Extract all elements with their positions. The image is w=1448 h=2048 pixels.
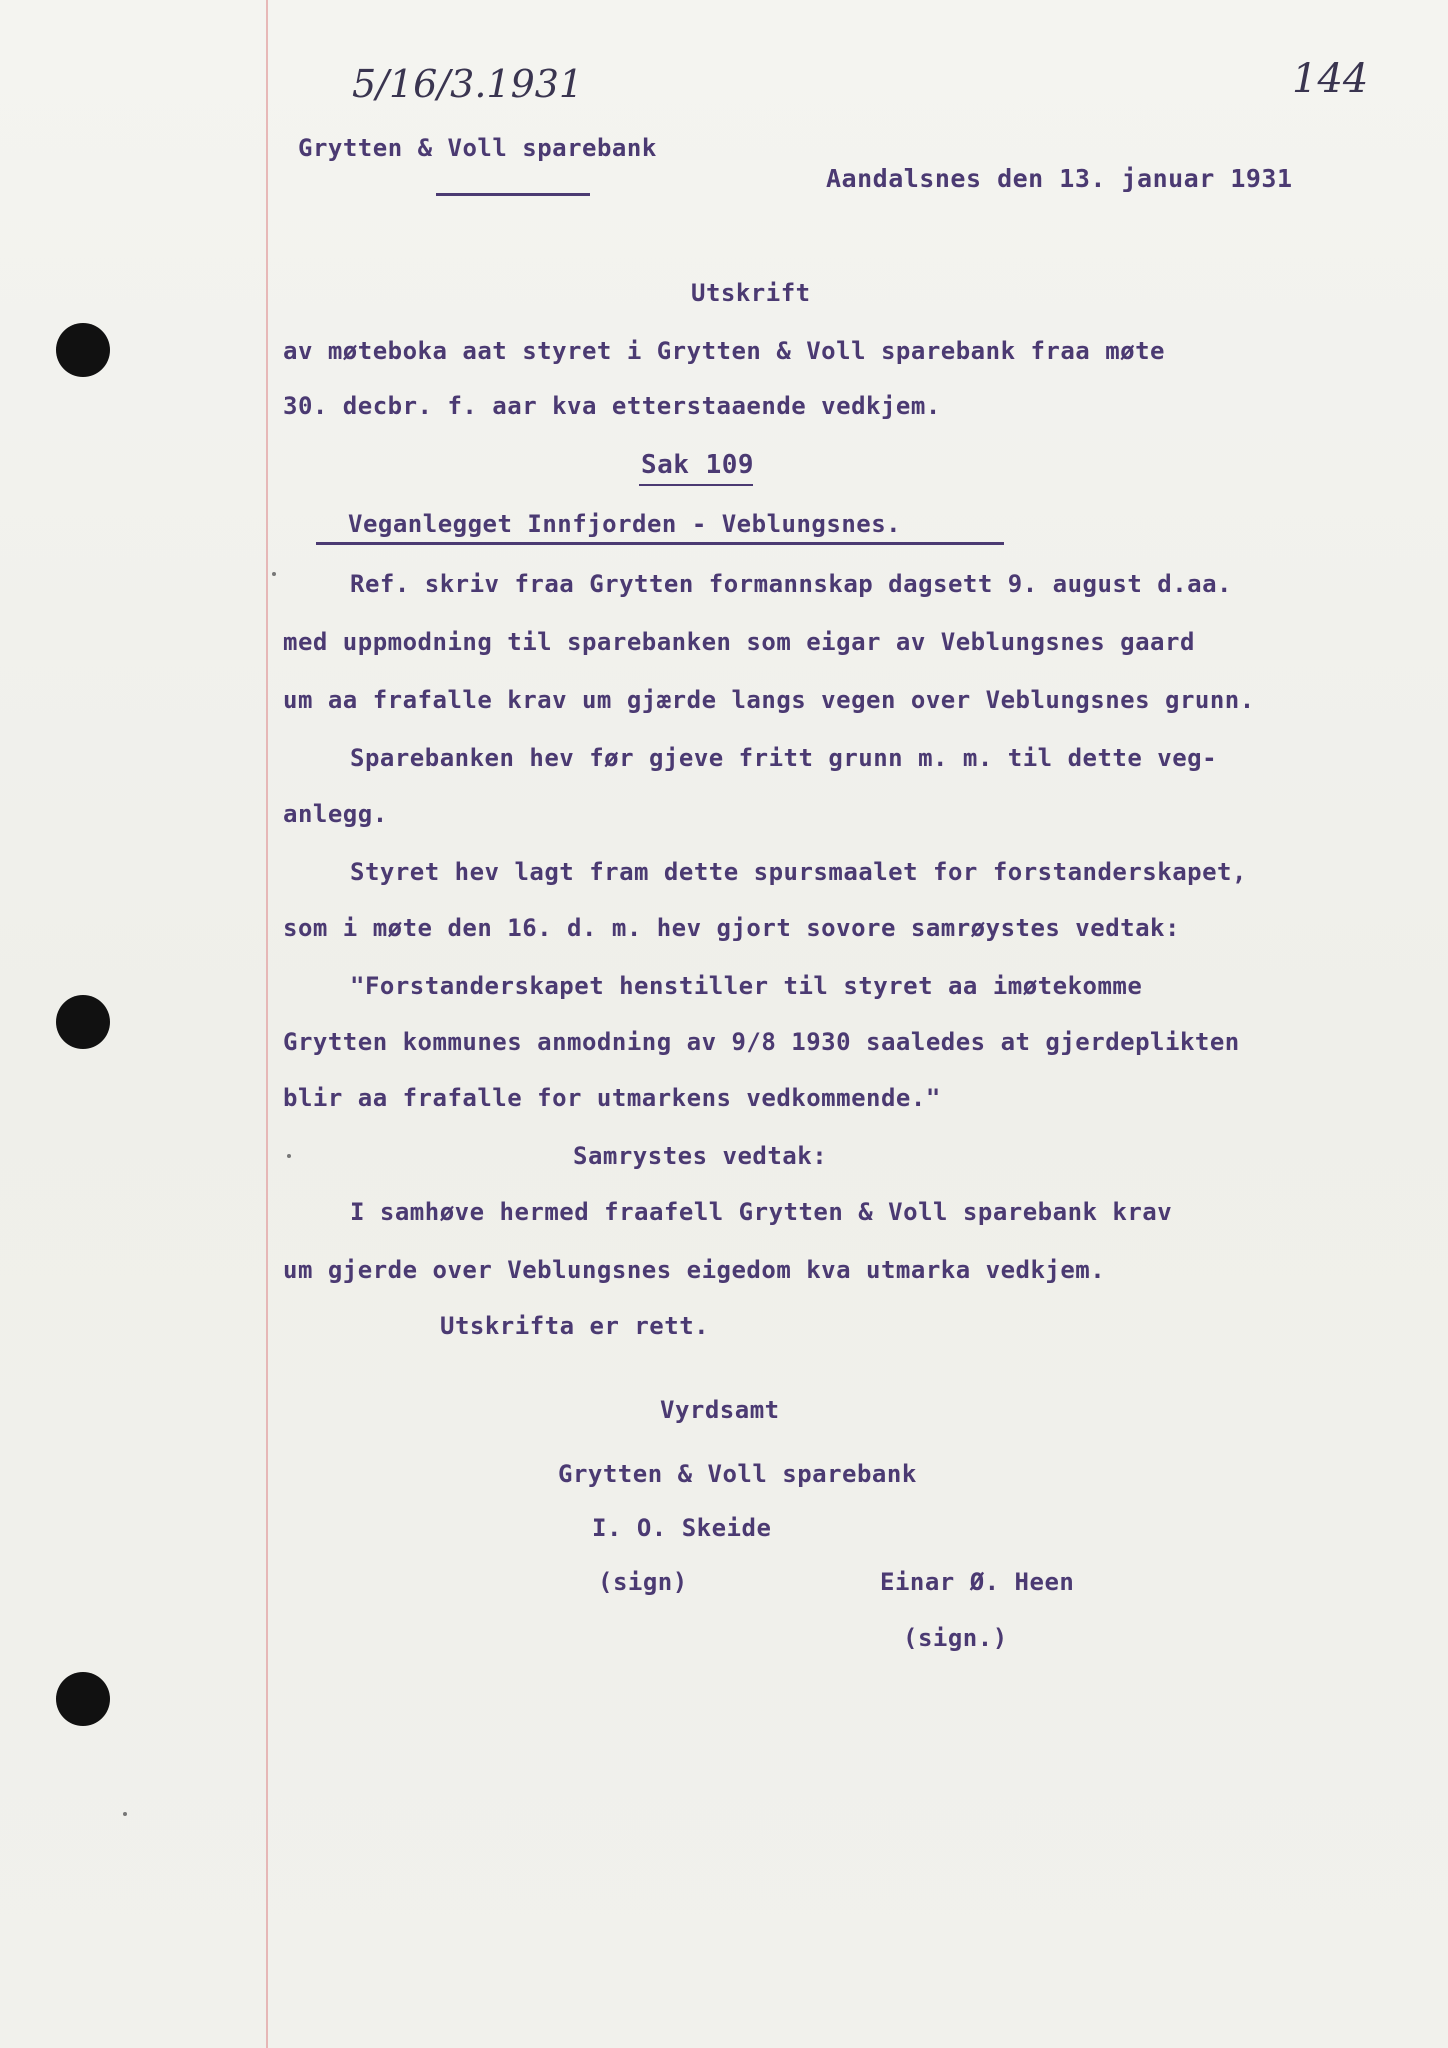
signer-sign-note: (sign) [598,1568,688,1596]
intro-line: 30. decbr. f. aar kva etterstaaende vedkjem. [283,392,941,420]
body-line: Sparebanken hev før gjeve fritt grunn m. m. til dette veg- [350,744,1218,772]
case-heading: Veganlegget Innfjorden - Veblungsnes. [348,510,902,538]
body-line: Ref. skriv fraa Grytten formannskap dagsett 9. august d.aa. [350,570,1233,598]
body-line: anlegg. [283,800,388,828]
body-line: "Forstanderskapet henstiller til styret aa imøtekomme [350,972,1143,1000]
body-line: som i møte den 16. d. m. hev gjort sovore samrøystes vedtak: [283,914,1180,942]
body-line: I samhøve hermed fraafell Grytten & Voll sparebank krav [350,1198,1173,1226]
case-number: Sak 109 [641,450,755,480]
document-title: Utskrift [691,279,811,307]
signature-bank-name: Grytten & Voll sparebank [558,1460,917,1488]
body-line: um aa frafalle krav um gjærde langs vegen over Veblungsnes grunn. [283,686,1255,714]
handwritten-page-number: 144 [1292,56,1369,102]
ink-speck [272,572,276,576]
body-line: um gjerde over Veblungsnes eigedom kva utmarka vedkjem. [283,1256,1106,1284]
ink-speck [287,1154,291,1158]
margin-line [266,0,268,2048]
punch-hole [56,323,110,377]
intro-line: av møteboka aat styret i Grytten & Voll sparebank fraa møte [283,337,1166,365]
signer-name: Einar Ø. Heen [880,1568,1075,1596]
header-bank-name: Grytten & Voll sparebank [298,134,657,162]
closing-salutation: Vyrdsamt [660,1396,780,1424]
punch-hole [56,995,110,1049]
body-line: med uppmodning til sparebanken som eigar av Veblungsnes gaard [283,628,1195,656]
signer-sign-note: (sign.) [903,1624,1008,1652]
body-line: Grytten kommunes anmodning av 9/8 1930 saaledes at gjerdeplikten [283,1028,1240,1056]
header-underline [436,193,590,196]
handwritten-date-note: 5/16/3.1931 [352,62,584,106]
body-line: blir aa frafalle for utmarkens vedkommende." [283,1084,941,1112]
body-line: Samrystes vedtak: [573,1142,828,1170]
signer-name: I. O. Skeide [592,1514,772,1542]
case-heading-underline [316,542,1004,545]
ink-speck [123,1812,127,1816]
case-number-underline [639,484,753,486]
body-line: Utskrifta er rett. [440,1312,710,1340]
punch-hole [56,1672,110,1726]
body-line: Styret hev lagt fram dette spursmaalet for forstanderskapet, [350,858,1247,886]
header-place-date: Aandalsnes den 13. januar 1931 [826,164,1293,193]
